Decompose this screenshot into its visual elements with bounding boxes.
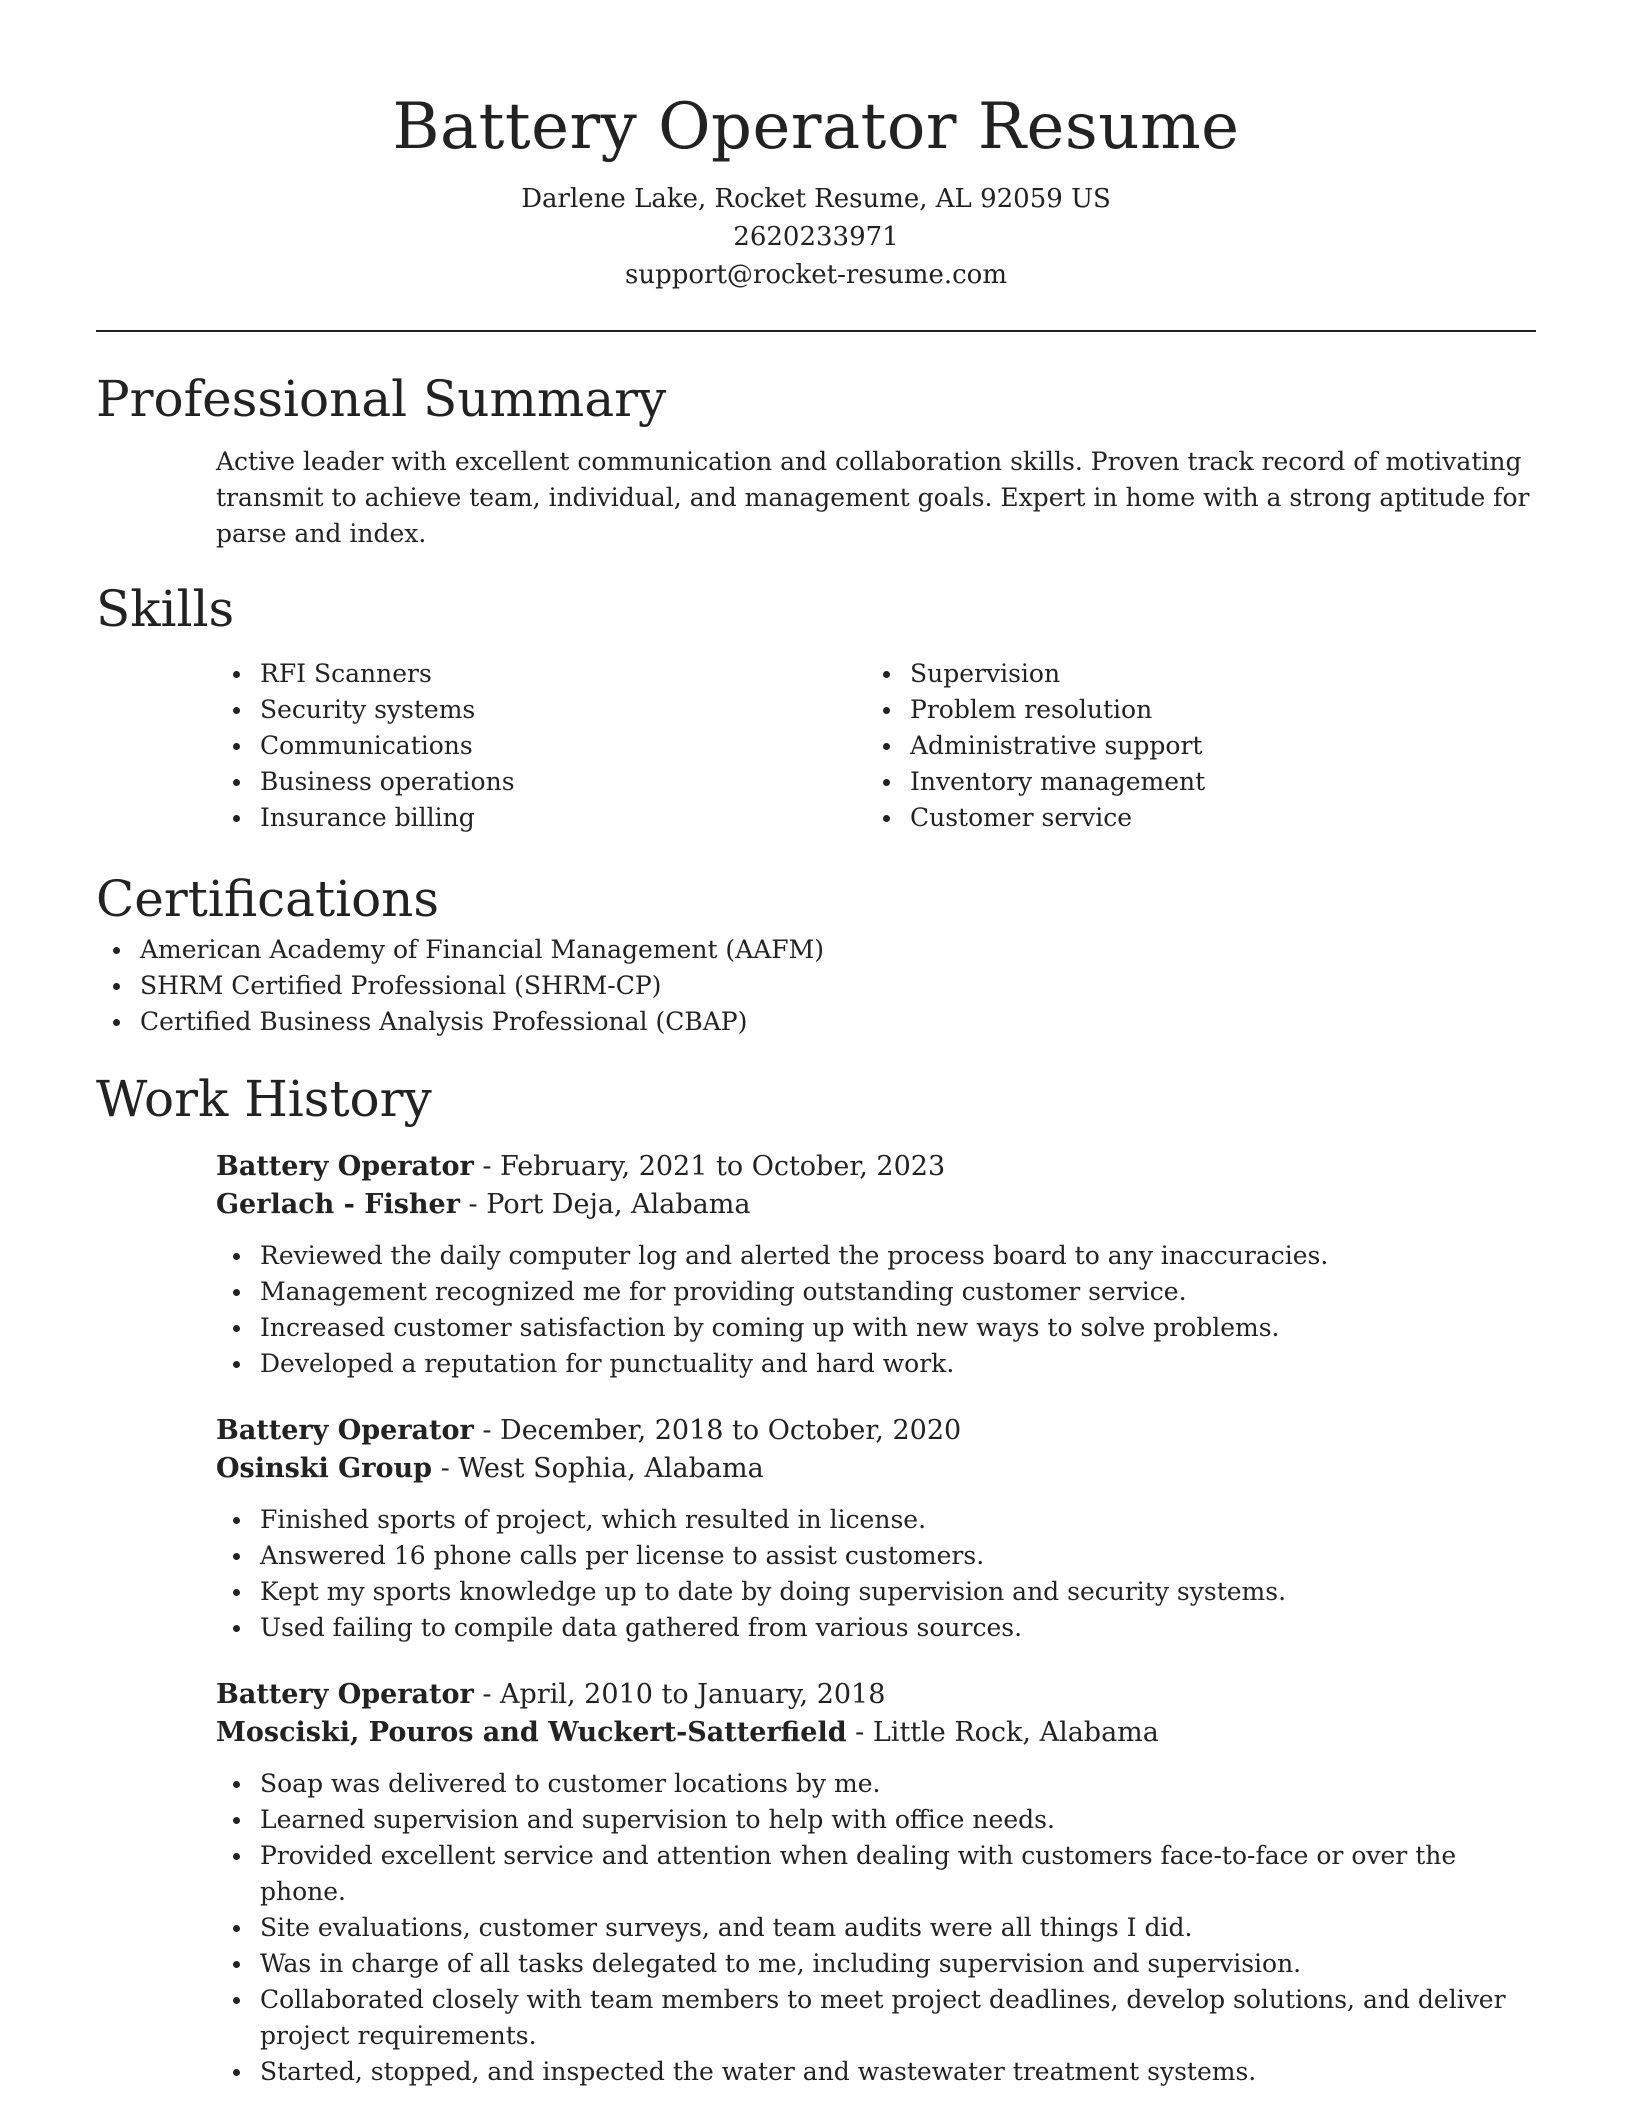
job-location: - West Sophia, Alabama xyxy=(431,1453,764,1484)
job-title: Battery Operator xyxy=(216,1151,474,1182)
responsibility-text: Increased customer satisfaction by coming up with new ways to solve problems. xyxy=(260,1313,1280,1342)
responsibility-text: Provided excellent service and attention when dealing with customers face-to-face or over the phone. xyxy=(260,1841,1457,1906)
responsibility-item xyxy=(216,1910,1536,1946)
work-history-heading: Work History xyxy=(96,1070,432,1128)
bullet-icon xyxy=(233,1589,240,1596)
responsibility-text: Management recognized me for providing outstanding customer service. xyxy=(260,1277,1187,1306)
responsibility-text: Kept my sports knowledge up to date by doing supervision and security systems. xyxy=(260,1577,1287,1606)
work-history-section xyxy=(96,1066,1536,2090)
job-dates: - December, 2018 to October, 2020 xyxy=(473,1415,962,1446)
summary-section xyxy=(96,366,1536,552)
responsibility-item xyxy=(216,1274,1536,1310)
job-location: - Little Rock, Alabama xyxy=(846,1717,1159,1748)
skills-grid xyxy=(216,656,1536,836)
responsibility-item xyxy=(216,1346,1536,1382)
skills-column-left xyxy=(216,656,866,836)
responsibility-text: Reviewed the daily computer log and alerted the process board to any inaccuracies. xyxy=(260,1241,1329,1270)
responsibility-item xyxy=(216,1766,1536,1802)
bullet-icon xyxy=(883,671,890,678)
bullet-icon xyxy=(233,707,240,714)
responsibility-item xyxy=(216,1802,1536,1838)
job-title: Battery Operator xyxy=(216,1415,474,1446)
summary-text: Active leader with excellent communication and collaboration skills. Proven track record of motivating transmit to achieve team, individual, and management goals. Expert in home with a strong aptitude for parse and index. xyxy=(216,447,1530,548)
bullet-icon xyxy=(233,1553,240,1560)
bullet-icon xyxy=(883,707,890,714)
responsibility-text: Soap was delivered to customer locations by me. xyxy=(260,1769,881,1798)
certifications-section xyxy=(96,866,1536,1040)
certification-label: Certified Business Analysis Professional (CBAP) xyxy=(140,1007,748,1036)
certifications-list xyxy=(96,932,1536,1040)
bullet-icon xyxy=(233,1781,240,1788)
responsibility-item xyxy=(216,1838,1536,1910)
skill-label: Security systems xyxy=(260,695,476,724)
bullet-icon xyxy=(233,671,240,678)
bullet-icon xyxy=(233,1997,240,2004)
job-location: - Port Deja, Alabama xyxy=(459,1189,751,1220)
job-entry xyxy=(216,1412,1536,1646)
bullet-icon xyxy=(233,1325,240,1332)
responsibility-text: Answered 16 phone calls per license to assist customers. xyxy=(260,1541,985,1570)
contact-phone: 2620233971 xyxy=(733,222,899,252)
job-company: Mosciski, Pouros and Wuckert-Satterfield xyxy=(216,1717,847,1748)
responsibility-item xyxy=(216,1982,1536,2054)
skills-heading: Skills xyxy=(96,580,235,638)
bullet-icon xyxy=(233,1361,240,1368)
responsibility-text: Finished sports of project, which resulted in license. xyxy=(260,1505,927,1534)
responsibility-item xyxy=(216,1238,1536,1274)
job-responsibilities xyxy=(216,1238,1536,1382)
job-entry xyxy=(216,1676,1536,2090)
skill-label: Business operations xyxy=(260,767,515,796)
bullet-icon xyxy=(233,1289,240,1296)
resume-title: Battery Operator Resume xyxy=(392,90,1240,164)
skill-label: Problem resolution xyxy=(910,695,1153,724)
bullet-icon xyxy=(233,2069,240,2076)
responsibility-item xyxy=(216,1502,1536,1538)
bullet-icon xyxy=(233,1961,240,1968)
job-title: Battery Operator xyxy=(216,1679,474,1710)
bullet-icon xyxy=(883,743,890,750)
contact-email: support@rocket-resume.com xyxy=(624,260,1007,290)
resume-header xyxy=(96,0,1536,294)
bullet-icon xyxy=(233,1625,240,1632)
skill-item xyxy=(866,656,1516,692)
skill-item xyxy=(216,728,866,764)
responsibility-text: Collaborated closely with team members to meet project deadlines, develop solutions, and deliver project requirements. xyxy=(260,1985,1506,2050)
resume-page xyxy=(96,0,1536,2090)
skill-label: Administrative support xyxy=(910,731,1203,760)
bullet-icon xyxy=(233,1853,240,1860)
skill-item xyxy=(866,692,1516,728)
responsibility-text: Site evaluations, customer surveys, and team audits were all things I did. xyxy=(260,1913,1193,1942)
job-company-line xyxy=(216,1186,1536,1224)
certification-label: American Academy of Financial Management (AAFM) xyxy=(140,935,824,964)
bullet-icon xyxy=(883,815,890,822)
bullet-icon xyxy=(113,947,120,954)
certifications-heading: Certifications xyxy=(96,870,440,928)
responsibility-text: Learned supervision and supervision to help with office needs. xyxy=(260,1805,1055,1834)
certification-label: SHRM Certified Professional (SHRM-CP) xyxy=(140,971,662,1000)
skill-label: Insurance billing xyxy=(260,803,475,832)
bullet-icon xyxy=(233,779,240,786)
bullet-icon xyxy=(233,1517,240,1524)
bullet-icon xyxy=(113,983,120,990)
job-title-line xyxy=(216,1148,1536,1186)
skills-section xyxy=(96,576,1536,836)
certification-item xyxy=(96,968,1536,1004)
contact-address: Darlene Lake, Rocket Resume, AL 92059 US xyxy=(521,184,1111,214)
job-company-line xyxy=(216,1714,1536,1752)
responsibility-text: Started, stopped, and inspected the water and wastewater treatment systems. xyxy=(260,2057,1257,2086)
job-dates: - April, 2010 to January, 2018 xyxy=(473,1679,886,1710)
job-dates: - February, 2021 to October, 2023 xyxy=(473,1151,946,1182)
job-title-line xyxy=(216,1412,1536,1450)
bullet-icon xyxy=(233,743,240,750)
responsibility-item xyxy=(216,1946,1536,1982)
skill-item xyxy=(216,800,866,836)
certification-item xyxy=(96,1004,1536,1040)
header-divider xyxy=(96,330,1536,332)
responsibility-item xyxy=(216,1310,1536,1346)
certification-item xyxy=(96,932,1536,968)
skill-item xyxy=(216,692,866,728)
skill-label: Supervision xyxy=(910,659,1061,688)
responsibility-text: Was in charge of all tasks delegated to me, including supervision and supervision. xyxy=(260,1949,1302,1978)
skill-label: RFI Scanners xyxy=(260,659,432,688)
responsibility-item xyxy=(216,1574,1536,1610)
skill-item xyxy=(216,656,866,692)
bullet-icon xyxy=(883,779,890,786)
job-company: Gerlach - Fisher xyxy=(216,1189,460,1220)
skill-label: Communications xyxy=(260,731,473,760)
bullet-icon xyxy=(113,1019,120,1026)
responsibility-text: Developed a reputation for punctuality and hard work. xyxy=(260,1349,955,1378)
job-entry xyxy=(216,1148,1536,1382)
bullet-icon xyxy=(233,815,240,822)
responsibility-item xyxy=(216,1610,1536,1646)
responsibility-text: Used failing to compile data gathered from various sources. xyxy=(260,1613,1023,1642)
job-responsibilities xyxy=(216,1502,1536,1646)
skill-item xyxy=(866,728,1516,764)
skill-label: Inventory management xyxy=(910,767,1206,796)
bullet-icon xyxy=(233,1925,240,1932)
summary-heading: Professional Summary xyxy=(96,370,667,428)
job-company-line xyxy=(216,1450,1536,1488)
skill-item xyxy=(866,764,1516,800)
job-responsibilities xyxy=(216,1766,1536,2090)
skill-label: Customer service xyxy=(910,803,1133,832)
contact-block xyxy=(96,180,1536,294)
bullet-icon xyxy=(233,1253,240,1260)
skills-column-right xyxy=(866,656,1516,836)
skill-item xyxy=(216,764,866,800)
responsibility-item xyxy=(216,1538,1536,1574)
responsibility-item xyxy=(216,2054,1536,2090)
bullet-icon xyxy=(233,1817,240,1824)
job-company: Osinski Group xyxy=(216,1453,432,1484)
skill-item xyxy=(866,800,1516,836)
job-title-line xyxy=(216,1676,1536,1714)
